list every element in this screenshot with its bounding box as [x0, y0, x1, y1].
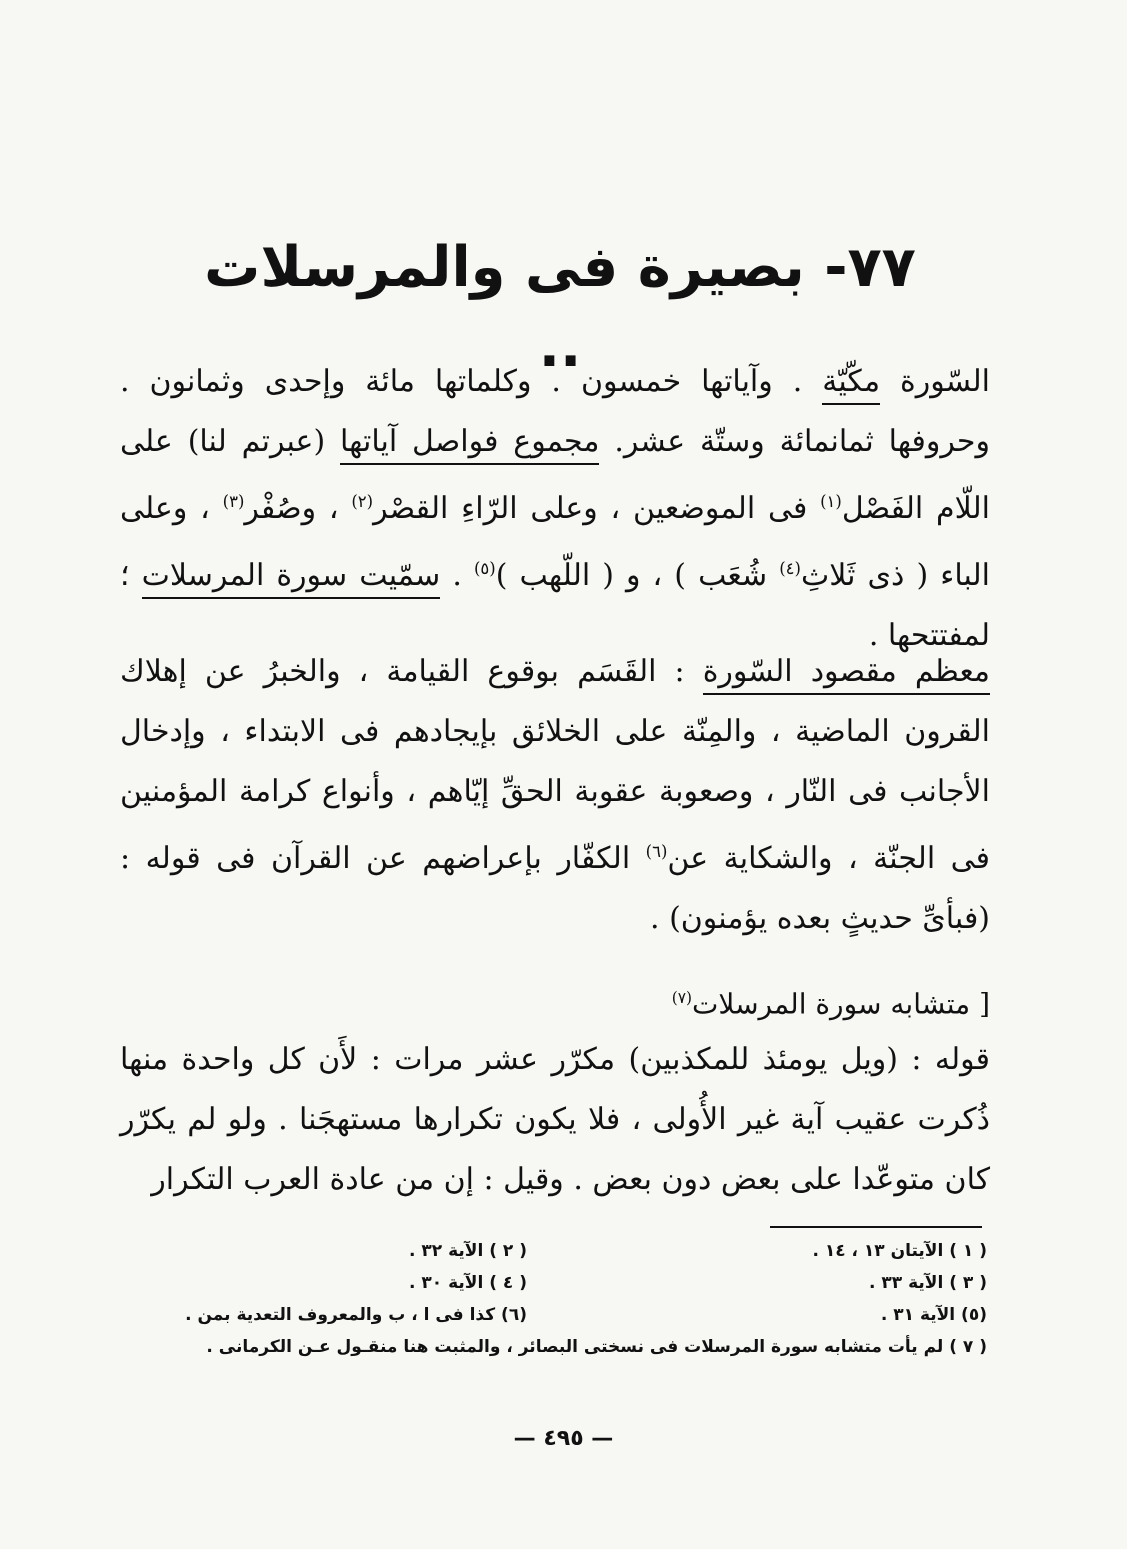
intro-text: ؛ لمفتتحها . — [120, 558, 990, 653]
purpose-paragraph — [120, 642, 990, 949]
intro-text: . وآياتها خمسون . وكلماتها مائة وإحدى وثمانون . وحروفها ثمانمائة وستّة عشر. — [120, 364, 990, 459]
footnote-ref: (٢) — [351, 492, 374, 511]
footnote-ref: (٧) — [671, 989, 693, 1007]
footnote-ref: (١) — [820, 492, 842, 511]
meccan-underlined: مكّيّة — [822, 364, 880, 405]
intro-text: ، وصُفْر — [244, 491, 339, 526]
footnote: ( ٣ ) الآية ٣٣ . — [869, 1273, 987, 1293]
section-heading — [300, 970, 990, 1032]
intro-text: فى الموضعين ، وعلى الرّاءِ القصْر — [373, 491, 808, 526]
footnote: (٥) الآية ٣١ . — [880, 1305, 987, 1325]
chapter-title: ٧٧- بصيرة فى والمرسلات .. — [204, 235, 916, 380]
section-heading-text: [ متشابه سورة المرسلات — [692, 987, 990, 1021]
footnote: ( ١ ) الآيتان ١٣ ، ١٤ . — [812, 1241, 987, 1261]
footnote-ref: (٥) — [473, 559, 496, 578]
footnote: (٦) كذا فى ا ، ب والمعروف التعدية بمن . — [185, 1305, 527, 1325]
intro-paragraph — [120, 352, 990, 666]
footnote-ref: (٣) — [222, 492, 245, 511]
purpose-text: : القَسَم بوقوع القيامة ، والخبرُ عن إهلاك القرون الماضية ، والمِنّة على الخلائق بإيجادهم فى الابتداء ، وإدخال الأجانب فى النّار ، وصعوبة عقوبة الحقِّ إيّاهم ، وأنواع كرامة المؤمنين فى الجنّة ، والشكاية عن — [120, 654, 990, 876]
intro-text: (عبرتم لنا) على اللّام الفَصْل — [120, 424, 990, 526]
footnote: ( ٢ ) الآية ٣٢ . — [409, 1241, 527, 1261]
verse-endings-underlined: مجموع فواصل آياتها — [340, 424, 599, 465]
purpose-text: الكفّار بإعراضهم عن القرآن فى قوله : (فبأىِّ حديثٍ بعده يؤمنون) . — [120, 841, 990, 936]
footnote: ( ٧ ) لم يأت متشابه سورة المرسلات فى نسختى البصائر ، والمثبت هنا منقـول عـن الكرمانى . — [206, 1337, 987, 1357]
body-paragraph: قوله : (ويل يومئذ للمكذبين) مكرّر عشر مرات : لأَن كل واحدة منها ذُكرت عقيب آية غير الأُولى ، فلا يكون تكرارها مستهجَنا . ولو لم يكرّر كان متوعّدا على بعض دون بعض . وقيل : إن من عادة العرب التكرار — [120, 1042, 990, 1197]
footnote-ref: (٦) — [645, 842, 668, 861]
naming-underlined: سمّيت سورة المرسلات — [142, 558, 441, 599]
intro-text: شُعَب ) ، و ( اللّهب ) — [495, 558, 768, 593]
intro-text: . — [452, 558, 462, 593]
footnote-ref: (٤) — [779, 559, 801, 578]
footnote-divider — [770, 1226, 982, 1228]
page-number: — ٤٩٥ — — [513, 1426, 614, 1451]
footnote: ( ٤ ) الآية ٣٠ . — [409, 1273, 527, 1293]
intro-text: ، وعلى الباء ( ذى ثَلاثِ — [120, 491, 990, 593]
purpose-underlined: معظم مقصود السّورة — [703, 654, 990, 695]
intro-text: السّورة — [900, 364, 990, 399]
